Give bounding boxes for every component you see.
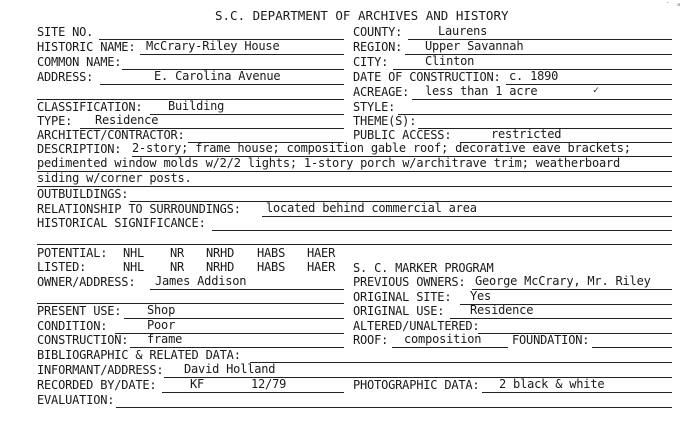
relationship-line: [262, 216, 672, 217]
region-label: REGION:: [353, 40, 403, 54]
present-use-label: PRESENT USE:: [37, 304, 122, 318]
county-label: COUNTY:: [353, 25, 403, 39]
theme-label: THEME(S):: [353, 114, 417, 128]
construction-label: CONSTRUCTION:: [37, 333, 129, 347]
type-label: TYPE:: [37, 114, 73, 128]
date-of-construction-label: DATE OF CONSTRUCTION:: [353, 70, 501, 84]
public-access-label: PUBLIC ACCESS:: [353, 128, 452, 142]
marker-program-label: S. C. MARKER PROGRAM: [353, 261, 494, 275]
previous-owners-label: PREVIOUS OWNERS:: [353, 275, 466, 289]
address-value: E. Carolina Avenue: [154, 69, 281, 83]
listed-label: LISTED:: [37, 260, 87, 274]
acreage-line: [412, 99, 672, 100]
address-line: [100, 84, 344, 85]
photographic-data-value: 2 black & white: [499, 377, 605, 391]
owner-value: James Addison: [155, 274, 247, 288]
bibliographic-line: [250, 362, 672, 363]
listed-habs: HABS: [257, 260, 286, 274]
listed-nrhd: NRHD: [206, 260, 235, 274]
description-line-3: siding w/corner posts.: [37, 171, 192, 185]
original-use-value: Residence: [470, 303, 534, 317]
roof-value: composition: [404, 332, 482, 346]
public-access-value: restricted: [491, 127, 562, 141]
description-label: DESCRIPTION:: [37, 142, 122, 156]
construction-value: frame: [147, 332, 183, 346]
photographic-data-line: [482, 392, 672, 393]
foundation-line: [592, 347, 672, 348]
city-value: Clinton: [425, 54, 475, 68]
informant-value: David Holland: [184, 362, 276, 376]
type-value: Residence: [95, 113, 159, 127]
original-use-label: ORIGINAL USE:: [353, 304, 445, 318]
description-line-1: 2-story; frame house; composition gable roof; decorative eave brackets;: [132, 141, 631, 155]
historical-significance-line: [212, 230, 672, 231]
bibliographic-label: BIBLIOGRAPHIC & RELATED DATA:: [37, 348, 241, 362]
address-label: ADDRESS:: [37, 70, 94, 84]
condition-label: CONDITION:: [37, 319, 108, 333]
original-site-label: ORIGINAL SITE:: [353, 290, 452, 304]
informant-label: INFORMANT/ADDRESS:: [37, 363, 164, 377]
historical-significance-label: HISTORICAL SIGNIFICANCE:: [37, 216, 206, 230]
foundation-label: FOUNDATION:: [512, 333, 590, 347]
original-site-value: Yes: [470, 289, 492, 303]
altered-label: ALTERED/UNALTERED:: [353, 319, 480, 333]
county-value: Laurens: [438, 24, 488, 38]
historic-name-value: McCrary-Riley House: [146, 39, 280, 53]
description-rule-3: [37, 186, 672, 187]
city-label: CITY:: [353, 55, 389, 69]
potential-habs: HABS: [257, 246, 286, 260]
acreage-label: ACREAGE:: [353, 85, 410, 99]
potential-label: POTENTIAL:: [37, 246, 108, 260]
roof-label: ROOF:: [353, 333, 389, 347]
checkmark-icon: ✓: [593, 85, 599, 96]
recorded-by-line: [162, 392, 344, 393]
acreage-value: less than 1 acre: [425, 84, 538, 98]
potential-nr: NR: [170, 246, 185, 260]
listed-haer: HAER: [307, 260, 336, 274]
roof-line: [392, 347, 508, 348]
style-label: STYLE:: [353, 100, 396, 114]
region-value: Upper Savannah: [425, 39, 524, 53]
evaluation-label: EVALUATION:: [37, 393, 115, 407]
classification-line: [150, 114, 344, 115]
relationship-value: located behind commercial area: [266, 201, 477, 215]
previous-owners-line: [472, 289, 672, 290]
outbuildings-label: OUTBUILDINGS:: [37, 187, 129, 201]
historic-name-line: [140, 54, 344, 55]
condition-value: Poor: [147, 318, 176, 332]
previous-owners-value: George McCrary, Mr. Riley: [475, 274, 651, 288]
form-title: S.C. DEPARTMENT OF ARCHIVES AND HISTORY: [215, 8, 509, 23]
date-of-construction-value: c. 1890: [509, 69, 559, 83]
historic-name-label: HISTORIC NAME:: [37, 40, 136, 54]
potential-haer: HAER: [307, 246, 336, 260]
site-no-label: SITE NO.: [37, 25, 94, 39]
listed-nr: NR: [170, 260, 185, 274]
corner-mark: ˙ ᵃ: [665, 2, 682, 12]
common-name-label: COMMON NAME:: [37, 55, 122, 69]
architect-label: ARCHITECT/CONTRACTOR:: [37, 128, 185, 142]
present-use-value: Shop: [147, 303, 176, 317]
blank-rule-1: [37, 244, 672, 245]
owner-label: OWNER/ADDRESS:: [37, 275, 136, 289]
photographic-data-label: PHOTOGRAPHIC DATA:: [353, 378, 480, 392]
description-line-2: pedimented window molds w/2/2 lights; 1-story porch w/architrave trim; weatherboard: [37, 156, 621, 170]
recorded-by-value: KF: [190, 377, 205, 391]
evaluation-line: [116, 407, 672, 408]
original-use-line: [450, 318, 672, 319]
listed-nhl: NHL: [123, 260, 145, 274]
potential-nrhd: NRHD: [206, 246, 235, 260]
owner-line: [150, 289, 344, 290]
recorded-by-label: RECORDED BY/DATE:: [37, 378, 157, 392]
potential-nhl: NHL: [123, 246, 145, 260]
classification-value: Building: [168, 99, 225, 113]
classification-label: CLASSIFICATION:: [37, 100, 143, 114]
relationship-label: RELATIONSHIP TO SURROUNDINGS:: [37, 202, 241, 216]
style-line: [398, 114, 672, 115]
recorded-date-value: 12/79: [251, 377, 287, 391]
